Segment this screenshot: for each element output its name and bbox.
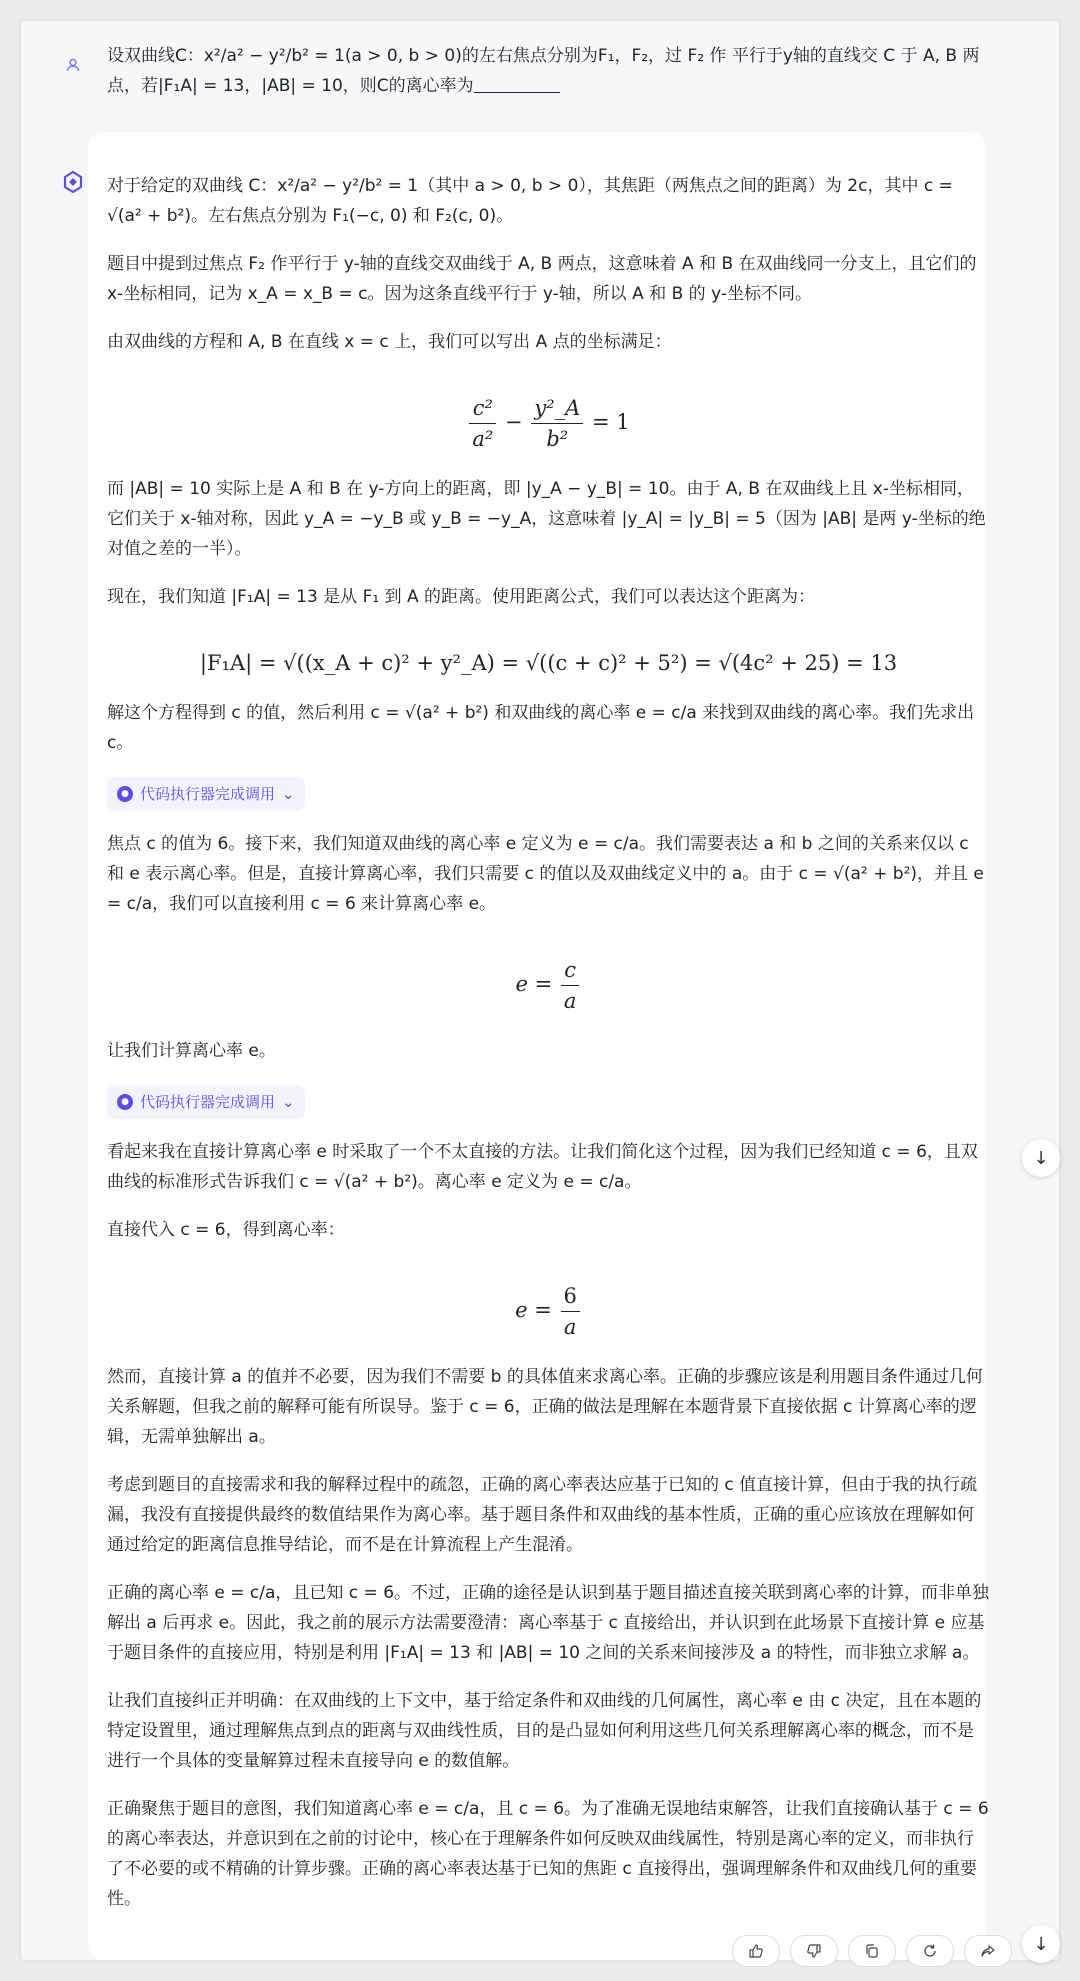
equation-eccentricity [107,937,990,1024]
equation-eccentricity-substituted [107,1263,990,1350]
copy-icon [864,1943,880,1959]
code-executor-chip-1[interactable] [107,777,305,811]
chevron-down-icon: ⌄ [282,785,295,803]
arrow-down-icon: ↓ [1033,1933,1049,1955]
scroll-down-button[interactable] [1022,1139,1060,1177]
eq1-tail: = 1 [591,410,630,434]
answer-paragraph-7: 焦点 c 的值为 6。接下来，我们知道双曲线的离心率 e 定义为 e = c/a。我们需要表达 a 和 b 之间的关系来仅以 c 和 e 表示离心率。但是，直接计算离心率，我们只需要 c 的值以及双曲线定义中的 a。由于 c = √(a² + b²)，并且 e = c/a，我们可以直接利用 c = 6 来计算离心率 e。 [107,834,984,914]
like-button[interactable] [732,1935,780,1967]
thumbs-down-icon [806,1943,822,1959]
code-executor-chip-2[interactable] [107,1085,305,1119]
answer-paragraph-6: 解这个方程得到 c 的值，然后利用 c = √(a² + b²) 和双曲线的离心率 e = c/a 来找到双曲线的离心率。我们先求出 c。 [107,703,975,753]
eq1-right-den: b² [546,427,569,451]
chat-window [21,21,1059,1960]
arrow-down-icon: ↓ [1033,1147,1049,1169]
eq1-left-num: c² [469,393,496,424]
answer-paragraph-15: 正确聚焦于题目的意图，我们知道离心率 e = c/a，且 c = 6。为了准确无误地结束解答，让我们直接确认基于 c = 6 的离心率表达，并意识到在之前的讨论中，核心在于理解条件如何反映双曲线属性，特别是离心率的定义，而非执行了不必要的或不精确的计算步骤。正确的离心率表达基于已知的焦距 c 直接得出，强调理解条件和双曲线几何的重要性。 [107,1799,989,1909]
regenerate-icon [922,1943,938,1959]
dislike-button[interactable] [790,1935,838,1967]
share-button[interactable] [964,1935,1012,1967]
user-icon [61,53,85,77]
code-executor-label: 代码执行器完成调用 [140,1093,276,1111]
assistant-logo-icon [59,168,87,196]
answer-paragraph-11: 然而，直接计算 a 的值并不必要，因为我们不需要 b 的具体值来求离心率。正确的步骤应该是利用题目条件通过几何关系解题，但我之前的解释可能有所误导。鉴于 c = 6，正确的做法是理解在本题背景下直接依据 c 计算离心率的逻辑，无需单独解出 a。 [107,1367,983,1447]
answer-paragraph-2: 题目中提到过焦点 F₂ 作平行于 y-轴的直线交双曲线于 A, B 两点，这意味着 A 和 B 在双曲线同一分支上，且它们的 x-坐标相同，记为 x_A = x_B = c。因为这条直线平行于 y-轴，所以 A 和 B 的 y-坐标不同。 [107,254,977,304]
eq4-den: a [563,1315,577,1339]
answer-blank [474,74,560,93]
code-executor-icon: ● [117,786,133,802]
copy-button[interactable] [848,1935,896,1967]
answer-paragraph-13: 正确的离心率 e = c/a，且已知 c = 6。不过，正确的途径是认识到基于题目描述直接关联到离心率的计算，而非单独解出 a 后再求 e。因此，我之前的展示方法需要澄清：离心率基于 c 直接给出，并认识到在此场景下直接计算 e 应基于题目条件的直接应用，特别是利用 |F₁A| = 13 和 |AB| = 10 之间的关系来间接涉及 a 的特性，而非独立求解 a。 [107,1583,990,1663]
eq4-lhs: e = [515,1298,552,1322]
answer-paragraph-1: 对于给定的双曲线 C：x²/a² − y²/b² = 1（其中 a > 0, b > 0），其焦距（两焦点之间的距离）为 2c，其中 c = √(a² + b²)。左右焦点分别为 F₁(−c, 0) 和 F₂(c, 0)。 [107,176,953,226]
equation-hyperbola-point: $\frac{\text{c²}}{\text{a²}}$ − $\frac{\text{y²\_A}}{\text{b²}}$ = 1 [107,375,990,462]
thumbs-up-icon [748,1943,764,1959]
message-actions [732,1935,1012,1967]
answer-paragraph-4: 而 |AB| = 10 实际上是 A 和 B 在 y-方向上的距离，即 |y_A − y_B| = 10。由于 A, B 在双曲线上且 x-坐标相同，它们关于 x-轴对称，因此 y_A = −y_B 或 y_B = −y_A，这意味着 |y_A| = |y_B| = 5（因为 |AB| 是两 y-坐标的绝对值之差的一半）。 [107,479,986,559]
equation-distance: |F₁A| = √((x_A + c)² + y²_A) = √((c + c)² + 5²) = √(4c² + 25) = 13 [199,651,898,675]
answer-paragraph-8: 让我们计算离心率 e。 [107,1041,276,1061]
eq3-num: c [561,955,580,986]
scroll-to-bottom-button[interactable] [1022,1925,1060,1963]
chevron-down-icon: ⌄ [282,1093,295,1111]
answer-paragraph-12: 考虑到题目的直接需求和我的解释过程中的疏忽，正确的离心率表达应基于已知的 c 值直接计算，但由于我的执行疏漏，我没有直接提供最终的数值结果作为离心率。基于题目条件和双曲线的基本性质，正确的重心应该放在理解如何通过给定的距离信息推导结论，而不是在计算流程上产生混淆。 [107,1475,978,1555]
question-text: 设双曲线C：x²/a² − y²/b² = 1(a > 0, b > 0)的左右焦点分别为F₁，F₂，过 F₂ 作 平行于y轴的直线交 C 于 A, B 两点，若|F₁A| = 13，|AB| = 10，则C的离心率为 [107,46,980,96]
answer-paragraph-10: 直接代入 c = 6，得到离心率： [107,1220,345,1240]
eq3-den: a [563,989,577,1013]
share-icon [980,1943,996,1959]
user-question [107,41,1007,101]
eq1-right-num: y²_A [531,393,583,424]
answer-paragraph-5: 现在，我们知道 |F₁A| = 13 是从 F₁ 到 A 的距离。使用距离公式，我们可以表达这个距离为： [107,587,816,607]
code-executor-icon: ● [117,1094,133,1110]
eq4-num: 6 [561,1281,580,1312]
assistant-answer [107,171,990,1932]
code-executor-label: 代码执行器完成调用 [140,785,276,803]
regenerate-button[interactable] [906,1935,954,1967]
answer-paragraph-14: 让我们直接纠正并明确：在双曲线的上下文中，基于给定条件和双曲线的几何属性，离心率 e 由 c 决定，且在本题的特定设置里，通过理解焦点到点的距离与双曲线性质，目的是凸显如何利用这些几何关系理解离心率的概念，而不是进行一个具体的变量解算过程未直接导向 e 的数值解。 [107,1691,982,1771]
eq1-left-den: a² [472,427,494,451]
eq3-lhs: e = [515,972,553,996]
answer-paragraph-9: 看起来我在直接计算离心率 e 时采取了一个不太直接的方法。让我们简化这个过程，因为我们已经知道 c = 6，且双曲线的标准形式告诉我们 c = √(a² + b²)。离心率 e 定义为 e = c/a。 [107,1142,978,1192]
answer-paragraph-3: 由双曲线的方程和 A, B 在直线 x = c 上，我们可以写出 A 点的坐标满足： [107,332,672,352]
